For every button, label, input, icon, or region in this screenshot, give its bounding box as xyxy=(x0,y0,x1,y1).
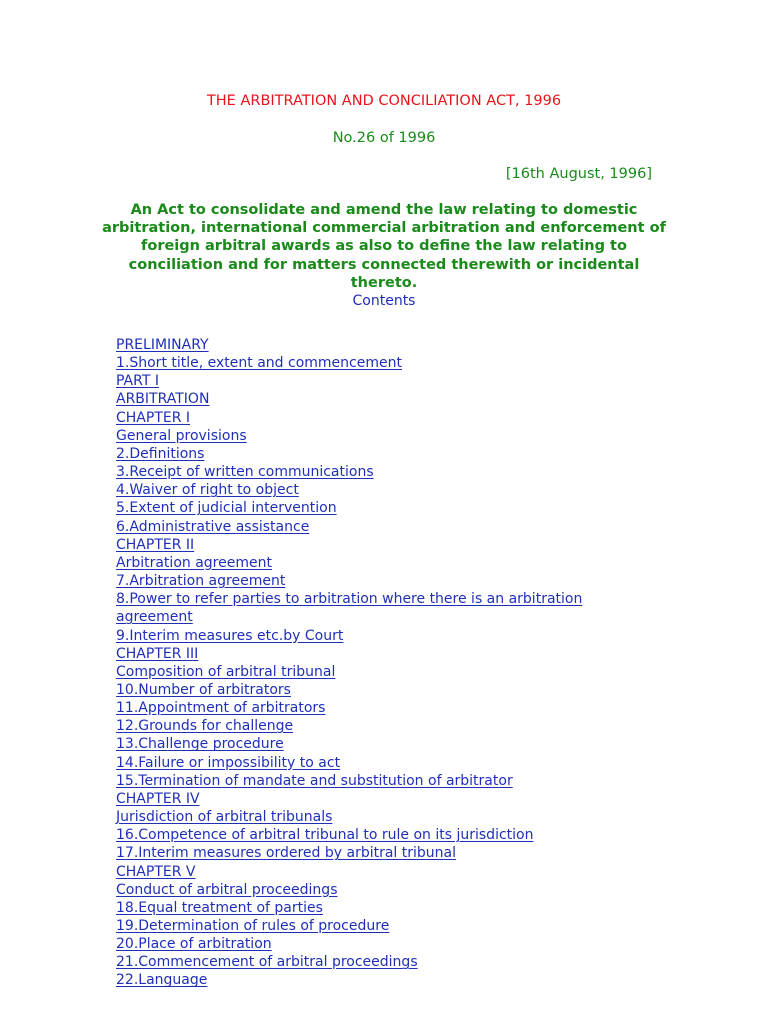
toc-item xyxy=(116,536,656,554)
toc-link[interactable]: 15.Termination of mandate and substitution of arbitrator xyxy=(116,772,513,789)
toc-item xyxy=(116,372,656,390)
toc-link[interactable]: 6.Administrative assistance xyxy=(116,518,310,535)
toc-link[interactable]: Conduct of arbitral proceedings xyxy=(116,881,338,898)
toc-link[interactable]: CHAPTER I xyxy=(116,409,191,426)
toc-link[interactable]: PRELIMINARY xyxy=(116,337,209,353)
toc-link[interactable]: 14.Failure or impossibility to act xyxy=(116,754,341,771)
toc-item xyxy=(116,554,656,572)
toc-item xyxy=(116,971,656,989)
toc-item xyxy=(116,445,656,463)
toc-item xyxy=(116,409,656,427)
toc-link[interactable]: CHAPTER III xyxy=(116,645,199,662)
toc-link[interactable]: 19.Determination of rules of procedure xyxy=(116,918,390,934)
toc-item xyxy=(116,735,656,753)
act-date: [16th August, 1996] xyxy=(505,166,652,182)
toc-item xyxy=(116,844,656,862)
contents-heading: Contents xyxy=(352,293,416,309)
toc-link[interactable]: 22.Language xyxy=(116,972,208,989)
toc-link[interactable]: Jurisdiction of arbitral tribunals xyxy=(116,809,333,826)
toc-item xyxy=(116,354,656,372)
toc-link[interactable]: Arbitration agreement xyxy=(116,554,272,571)
toc-item xyxy=(116,590,656,626)
toc-link[interactable]: 11.Appointment of arbitrators xyxy=(116,700,326,717)
toc-link[interactable]: 7.Arbitration agreement xyxy=(116,573,286,590)
toc-item xyxy=(116,481,656,499)
toc-link[interactable]: Composition of arbitral tribunal xyxy=(116,663,336,680)
toc-link[interactable]: 12.Grounds for challenge xyxy=(116,718,294,735)
toc-link[interactable]: 3.Receipt of written communications xyxy=(116,464,374,481)
toc-item xyxy=(116,917,656,935)
act-title: THE ARBITRATION AND CONCILIATION ACT, 1996 xyxy=(206,93,562,109)
toc-link[interactable]: 1.Short title, extent and commencement xyxy=(116,355,402,372)
toc-item xyxy=(116,518,656,536)
toc-item xyxy=(116,772,656,790)
toc-link[interactable]: 8.Power to refer parties to arbitration where there is an arbitration agreement xyxy=(116,591,583,626)
toc-item xyxy=(116,953,656,971)
toc-link[interactable]: 21.Commencement of arbitral proceedings xyxy=(116,954,418,971)
toc-link[interactable]: 13.Challenge procedure xyxy=(116,736,284,753)
toc-item xyxy=(116,899,656,917)
toc-link[interactable]: CHAPTER IV xyxy=(116,790,200,807)
toc-link[interactable]: 2.Definitions xyxy=(116,445,205,462)
toc-link[interactable]: 20.Place of arbitration xyxy=(116,936,272,953)
toc-item xyxy=(116,336,656,354)
act-number: No.26 of 1996 xyxy=(332,130,436,146)
toc-item xyxy=(116,572,656,590)
toc-link[interactable]: CHAPTER II xyxy=(116,536,195,553)
toc-item xyxy=(116,717,656,735)
toc-item xyxy=(116,390,656,408)
toc-item xyxy=(116,427,656,445)
toc-item xyxy=(116,463,656,481)
toc-link[interactable]: 17.Interim measures ordered by arbitral tribunal xyxy=(116,845,457,862)
toc-link[interactable]: ARBITRATION xyxy=(116,391,210,408)
toc-item xyxy=(116,826,656,844)
toc-item xyxy=(116,881,656,899)
toc-item xyxy=(116,699,656,717)
toc-link[interactable]: 4.Waiver of right to object xyxy=(116,482,299,499)
toc-item xyxy=(116,754,656,772)
toc-link[interactable]: 9.Interim measures etc.by Court xyxy=(116,627,344,644)
toc-item xyxy=(116,627,656,645)
toc-item xyxy=(116,681,656,699)
toc-link[interactable]: 5.Extent of judicial intervention xyxy=(116,500,337,517)
toc-link[interactable]: CHAPTER V xyxy=(116,863,196,880)
toc-link[interactable]: 18.Equal treatment of parties xyxy=(116,899,323,916)
toc-item xyxy=(116,663,656,681)
toc-item xyxy=(116,935,656,953)
table-of-contents xyxy=(116,336,656,990)
toc-item xyxy=(116,499,656,517)
toc-link[interactable]: PART I xyxy=(116,373,159,390)
toc-item xyxy=(116,645,656,663)
toc-item xyxy=(116,863,656,881)
toc-link[interactable]: 10.Number of arbitrators xyxy=(116,681,291,698)
toc-item xyxy=(116,790,656,808)
toc-link[interactable]: General provisions xyxy=(116,427,247,444)
act-preamble: An Act to consolidate and amend the law relating to domestic arbitration, international commercial arbitration and enforcement of foreign arbitral awards as also to define the law relating to conciliation and for matters connected therewith or incidental thereto. xyxy=(102,202,666,291)
toc-link[interactable]: 16.Competence of arbitral tribunal to rule on its jurisdiction xyxy=(116,827,534,844)
toc-item xyxy=(116,808,656,826)
